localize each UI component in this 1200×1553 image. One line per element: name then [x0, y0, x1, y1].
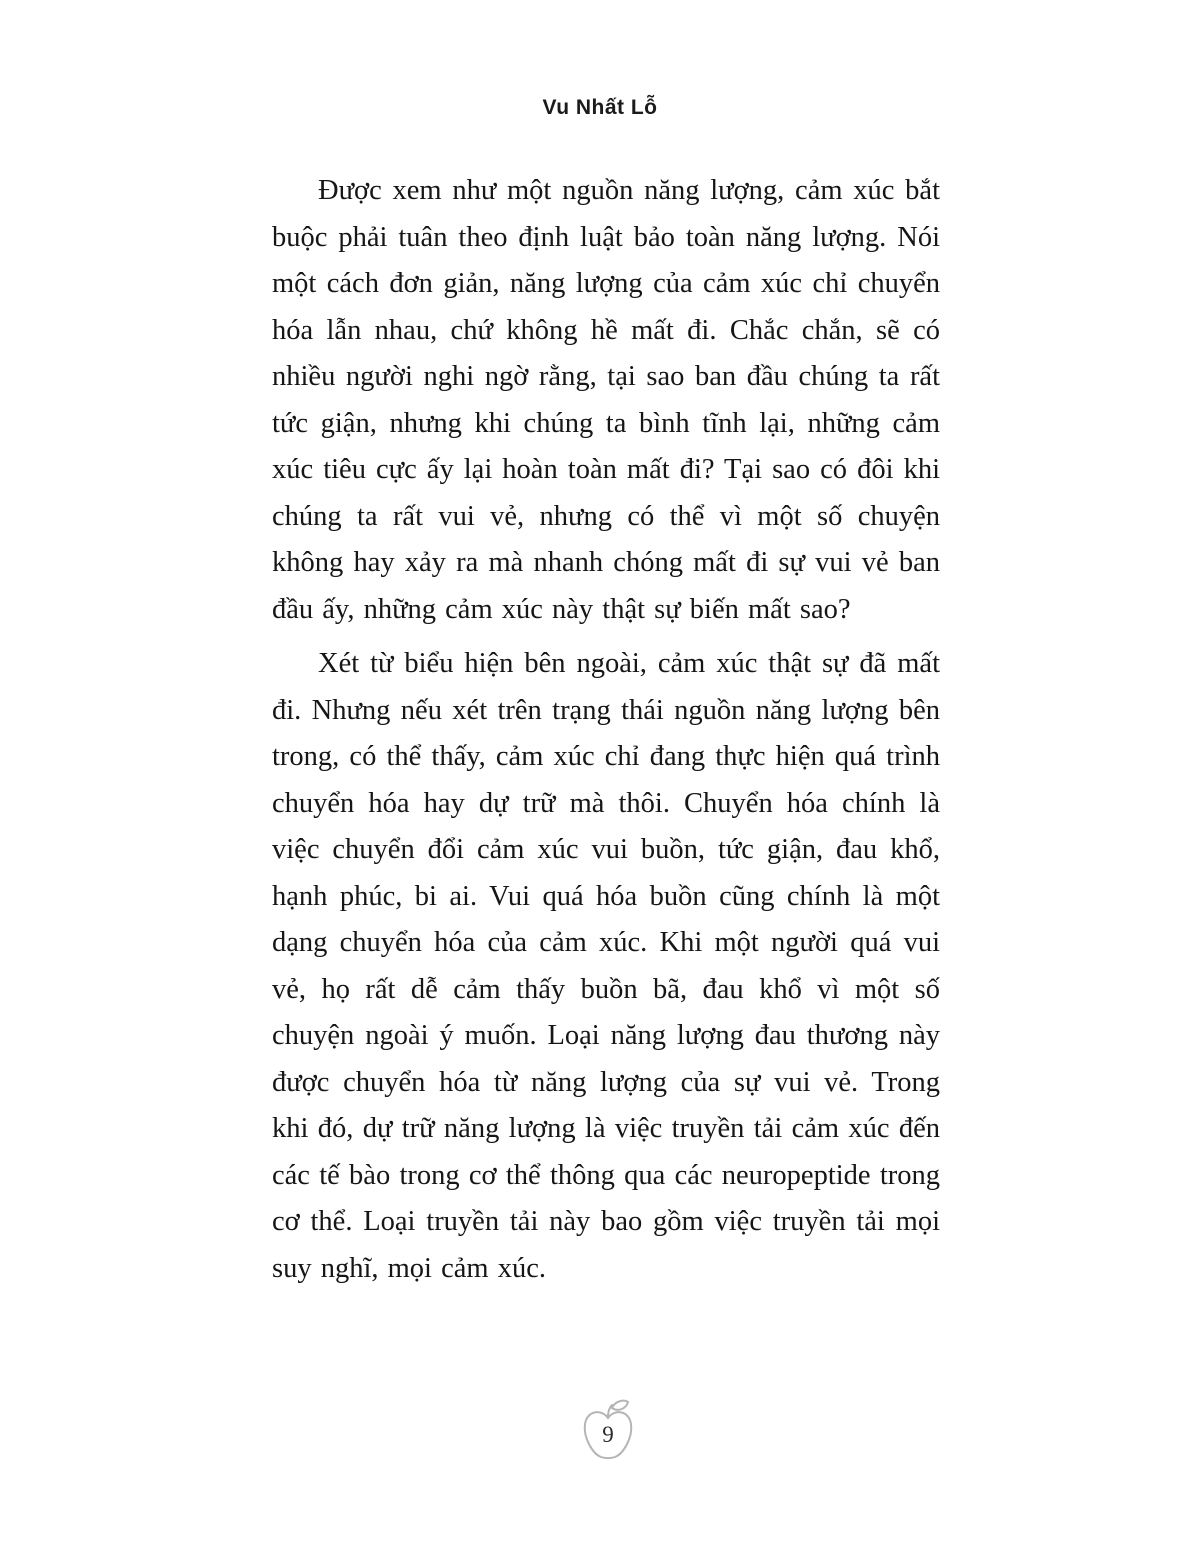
page-footer	[0, 1396, 1200, 1468]
page-number: 9	[602, 1422, 614, 1447]
paragraph: Xét từ biểu hiện bên ngoài, cảm xúc thật sự đã mất đi. Nhưng nếu xét trên trạng thái nguồn năng lượng bên trong, có thể thấy, cảm xúc chỉ đang thực hiện quá trình chuyển hóa hay dự trữ mà thôi. Chuyển hóa chính là việc chuyển đổi cảm xúc vui buồn, tức giận, đau khổ, hạnh phúc, bi ai. Vui quá hóa buồn cũng chính là một dạng chuyển hóa của cảm xúc. Khi một người quá vui vẻ, họ rất dễ cảm thấy buồn bã, đau khổ vì một số chuyện ngoài ý muốn. Loại năng lượng đau thương này được chuyển hóa từ năng lượng của sự vui vẻ. Trong khi đó, dự trữ năng lượng là việc truyền tải cảm xúc đến các tế bào trong cơ thể thông qua các neuropeptide trong cơ thể. Loại truyền tải này bao gồm việc truyền tải mọi suy nghĩ, mọi cảm xúc.	[272, 648, 940, 1284]
paragraph: Được xem như một nguồn năng lượng, cảm xúc bắt buộc phải tuân theo định luật bảo toàn năng lượng. Nói một cách đơn giản, năng lượng của cảm xúc chỉ chuyển hóa lẫn nhau, chứ không hề mất đi. Chắc chắn, sẽ có nhiều người nghi ngờ rằng, tại sao ban đầu chúng ta rất tức giận, nhưng khi chúng ta bình tĩnh lại, những cảm xúc tiêu cực ấy lại hoàn toàn mất đi? Tại sao có đôi khi chúng ta rất vui vẻ, nhưng có thể vì một số chuyện không hay xảy ra mà nhanh chóng mất đi sự vui vẻ ban đầu ấy, những cảm xúc này thật sự biến mất sao?	[272, 175, 940, 625]
running-header-title: Vu Nhất Lỗ	[542, 96, 658, 119]
apple-ornament	[575, 1396, 641, 1468]
page-body-text	[272, 168, 940, 1300]
